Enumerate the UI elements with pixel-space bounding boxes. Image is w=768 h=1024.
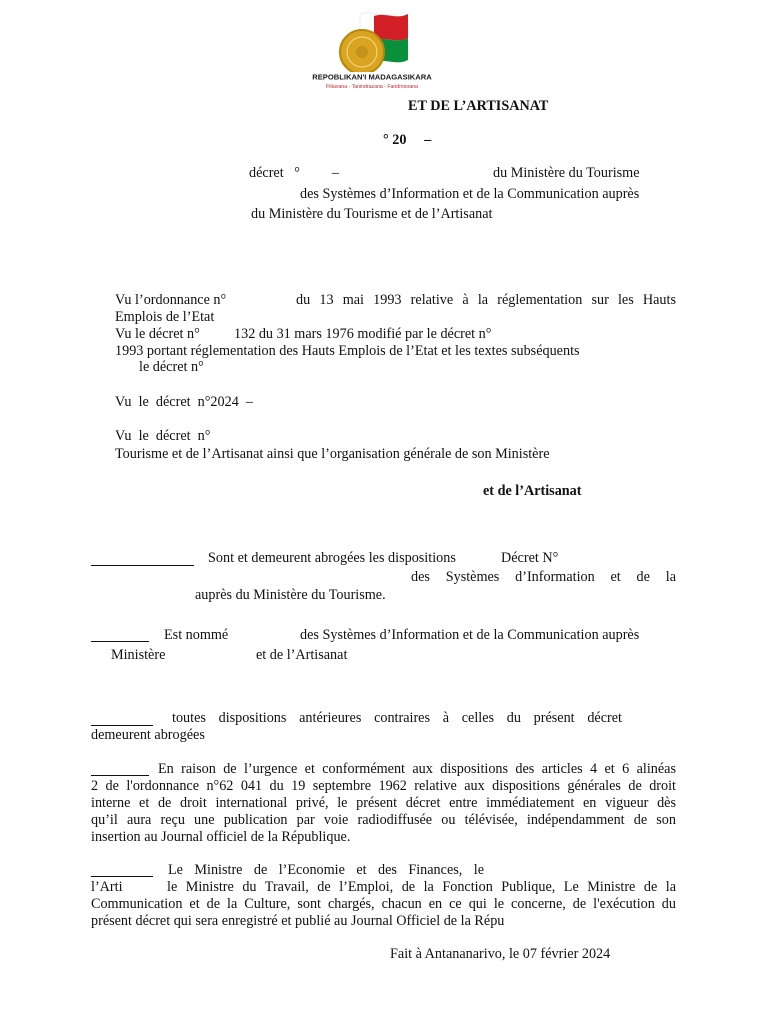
emblem-svg bbox=[262, 8, 476, 92]
article-5-line4: présent décret qui sera enregistré et publié au Journal Officiel de la Répu bbox=[91, 913, 505, 929]
visa-5: et de l’Artisanat bbox=[483, 483, 582, 499]
visa-4-line2: Tourisme et de l’Artisanat ainsi que l’organisation générale de son Ministère bbox=[115, 446, 550, 462]
article-1-decree: Décret N° bbox=[501, 550, 559, 566]
article-3-marker bbox=[91, 725, 153, 726]
article-2-line2a: Ministère bbox=[111, 647, 166, 663]
article-2-text2: des Systèmes d’Information et de la Communication auprès bbox=[300, 627, 640, 643]
signature-place-date: Fait à Antananarivo, le 07 février 2024 bbox=[390, 946, 611, 962]
article-1-text: Sont et demeurent abrogées les dispositions bbox=[208, 550, 456, 566]
emblem-title: REPOBLIKAN'I MADAGASIKARA bbox=[312, 72, 432, 82]
article-4-line1: En raison de l’urgence et conformément aux dispositions des articles 4 et 6 alinéas bbox=[158, 761, 676, 777]
article-2-line2b: et de l’Artisanat bbox=[256, 647, 348, 663]
emblem-motto: Fitiavana - Tanindrazana - Fandrosoana bbox=[326, 84, 418, 90]
article-1-line3: auprès du Ministère du Tourisme. bbox=[195, 587, 386, 603]
article-4-line2: 2 de l'ordonnance n°62 041 du 19 septembre 1962 relative aux dispositions générales de droit bbox=[91, 778, 676, 794]
visa-2-line2: 1993 portant réglementation des Hauts Emplois de l’Etat et les textes subséquents bbox=[115, 343, 580, 359]
visa-1-end: Emplois de l’Etat bbox=[115, 309, 215, 325]
article-4-line5: insertion au Journal officiel de la République. bbox=[91, 829, 351, 845]
article-4-line4: qu’il aura reçu une publication par voie radiodiffusée ou télévisée, indépendamment de son bbox=[91, 812, 676, 828]
article-2-text: Est nommé bbox=[164, 627, 229, 643]
madagascar-emblem-logo bbox=[262, 8, 476, 92]
article-4-marker bbox=[91, 775, 149, 776]
visa-3: Vu le décret n°2024 – bbox=[115, 394, 253, 410]
visa-4-start: Vu le décret n° bbox=[115, 428, 211, 444]
visa-1-start: Vu l’ordonnance n° bbox=[115, 292, 227, 308]
ministry-heading: ET DE L’ARTISANAT bbox=[408, 98, 549, 114]
article-5-line3: Communication et de la Culture, sont chargés, chacun en ce qui le concerne, de l'exécution du bbox=[91, 896, 676, 912]
decree-number: ° 20 – bbox=[383, 132, 432, 148]
article-5-line2b: le Ministre du Travail, de l’Emploi, de la Fonction Publique, Le Ministre de la bbox=[167, 879, 676, 895]
article-5-line1: Le Ministre de l’Economie et des Finances, le bbox=[168, 862, 484, 878]
article-5-marker bbox=[91, 876, 153, 877]
article-5-line2a: l’Arti bbox=[91, 879, 123, 895]
article-3-text: toutes dispositions antérieures contraires à celles du présent décret bbox=[172, 710, 622, 726]
visa-2-start: Vu le décret n° bbox=[115, 326, 200, 342]
visa-2-text: 132 du 31 mars 1976 modifié par le décret n° bbox=[234, 326, 492, 342]
title-line2: des Systèmes d’Information et de la Communication auprès bbox=[300, 186, 640, 202]
article-1-line2: des Systèmes d’Information et de la bbox=[411, 569, 676, 585]
article-3-line2: demeurent abrogées bbox=[91, 727, 205, 743]
title-line3: du Ministère du Tourisme et de l’Artisanat bbox=[251, 206, 493, 222]
article-2-marker bbox=[91, 641, 149, 642]
title-decree-ref: décret ° – bbox=[249, 165, 339, 181]
article-4-line3: interne et de droit international privé, le présent décret entre immédiatement en vigueur dès bbox=[91, 795, 676, 811]
visa-1-text: du 13 mai 1993 relative à la réglementation sur les Hauts bbox=[296, 292, 676, 308]
title-line1: du Ministère du Tourisme bbox=[493, 165, 640, 181]
article-1-marker bbox=[91, 565, 194, 566]
visa-2-line3: le décret n° bbox=[139, 359, 204, 375]
